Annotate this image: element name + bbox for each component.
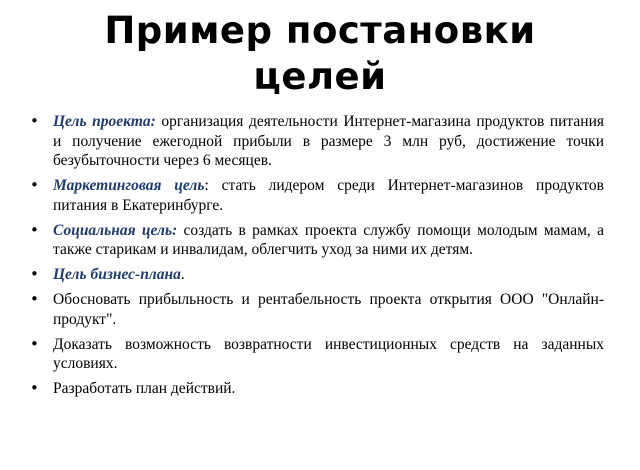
slide-title (0, 8, 640, 100)
item-label: Цель бизнес-плана (53, 266, 181, 283)
list-item-action-plan (30, 379, 604, 399)
item-text: создать в рамках проекта службу помощи молодым мамам, а также старикам и инвалидам, облегчить уход за ними их детям. (53, 221, 604, 258)
item-text: . (180, 266, 185, 283)
bullet-icon: • (30, 265, 39, 283)
title-line-1: Пример постановки (104, 9, 536, 52)
item-label: Маркетинговая цель (53, 177, 205, 194)
item-text: Обосновать прибыльность и рентабельность проекта открытия ООО "Онлайн-продукт". (53, 291, 604, 328)
list-item-project-goal (30, 112, 604, 171)
item-text: Разработать план действий. (53, 380, 236, 397)
bullet-icon: • (30, 290, 39, 308)
item-label: Цель проекта: (53, 113, 156, 130)
item-text: : стать лидером среди Интернет-магазинов продуктов питания в Екатеринбурге. (53, 177, 605, 214)
title-line-2: целей (253, 55, 387, 98)
item-text: Доказать возможность возвратности инвестиционных средств на заданных условиях. (53, 335, 604, 372)
bullet-icon: • (30, 220, 39, 239)
list-item-social-goal (30, 221, 604, 260)
bullet-icon: • (30, 112, 39, 130)
bullet-icon: • (30, 176, 39, 194)
list-item-business-plan-goal (30, 265, 604, 285)
goals-list (30, 112, 604, 404)
item-text: организация деятельности Интернет-магазина продуктов питания и получение ежегодной прибыли в размере 3 млн руб, достижение точки безубыточности через 6 месяцев. (53, 113, 604, 169)
list-item-justify-profitability (30, 290, 604, 329)
bullet-icon: • (30, 379, 39, 397)
item-label: Социальная цель: (53, 221, 178, 239)
bullet-icon: • (30, 334, 39, 353)
list-item-prove-return (30, 335, 604, 374)
list-item-marketing-goal (30, 176, 604, 215)
